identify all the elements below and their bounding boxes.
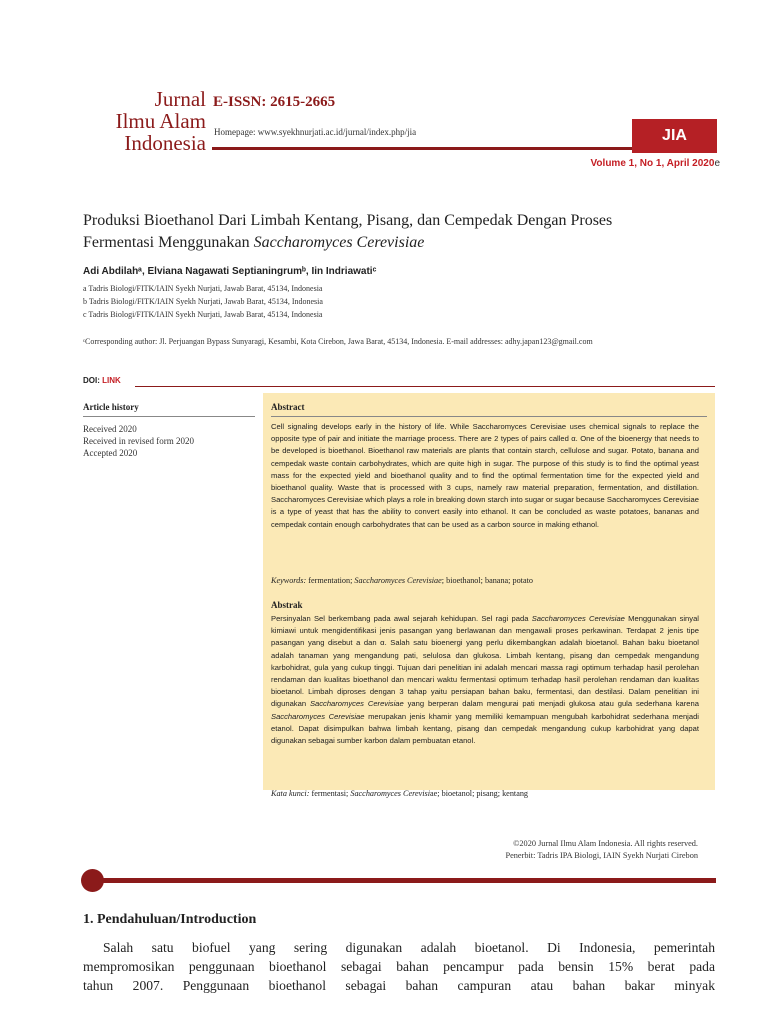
abstrak-heading: Abstrak	[271, 600, 303, 610]
article-history-rule	[83, 416, 255, 417]
abstrak-p2: Menggunakan sinyal kimiawi untuk mengidentifikasi jenis pasangan yang berlawanan dan mengawali proses perkawinan. Terdapat 2 jenis tipe pasangan yang disebut a dan α. Salah satu bioenergi yang perlu dikembangkan adalah bioetanol. Bahan baku bioetanol adalah tanaman yang mengandung pati, selulosa dan glukosa. Limbah kentang, pisang dan cempedak mengandung karbohidrat, gula yang cukup tinggi. Tujuan dari penelitian ini adalah mencari massa ragi optimum terhadap hasil perolehan rendaman dan kualitas bioethanol dan mencari waktu fermentasi optimum terhadap hasil perolehan rendaman dan kualitas bioetanol. Limbah diproses dengan 3 tahap yaitu persiapan bahan baku, fermentasi, dan destilasi. Dalam penelitian ini digunakan	[271, 614, 699, 709]
doi-label: DOI:	[83, 376, 103, 385]
section-heading: 1. Pendahuluan/Introduction	[83, 912, 257, 927]
title-line1: Produksi Bioethanol Dari Limbah Kentang, Pisang, dan Cempedak Dengan Proses	[83, 212, 613, 229]
corresponding-author: ᶜCorresponding author: Jl. Perjuangan Bypass Sunyaragi, Kesambi, Kota Cirebon, Jawa Barat, 45134, Indonesia. E-mail addresses: adhy.japan123@gmail.com	[83, 337, 593, 346]
abstrak-i3: Saccharomyces Cerevisiae	[271, 711, 365, 721]
kata-kunci	[271, 789, 701, 798]
volume-info	[560, 158, 720, 169]
affiliation-b: b Tadris Biologi/FITK/IAIN Syekh Nurjati, Jawab Barat, 45134, Indonesia	[83, 297, 323, 306]
journal-name	[70, 88, 206, 154]
authors: Adi Abdilahᵃ, Elviana Nagawati Septianingrumᵇ, Iin Indriawatiᶜ	[83, 266, 377, 277]
abstrak-i1: Saccharomyces Cerevisiae	[531, 614, 625, 623]
journal-name-line3: Indonesia	[124, 131, 206, 155]
title-line2-italic: Saccharomyces Cerevisiae	[253, 234, 425, 251]
copyright-block	[400, 838, 698, 862]
abstract-rule	[271, 416, 707, 417]
abstrak-p1: Persinyalan Sel berkembang pada awal sejarah kehidupan. Sel ragi pada	[271, 614, 532, 623]
keywords-italic: Saccharomyces Cerevisiae	[354, 576, 442, 585]
abstract-body: Cell signaling develops early in the history of life. While Saccharomyces Cerevisiae uses chemical signals to replace the opposite type of pair and initiate the marriage process. There are 2 types of pairs called α. One of the bioenergy that needs to be developed is bioethanol. Bioethanol raw materials are plants that contain starch, cellulose and sugar. Potato, banana and cempedak waste contain carbohydrates, which are quite high in sugar. The purpose of this study is to find the optimal yeast mass for the expected yield and bioethanol quality and to find the optimal fermentation time for the expected yield and bioethanol quality. Waste that is processed with 3 cups, namely raw material preparation, fermentation, and distillation. Saccharomyces Cerevisiae which plays a role in breaking down starch into sugar or sugar because Saccharomyces Cerevisiae is a type of yeast that has the ability to convert easily into ethanol. It can be concluded as waste potatoes, bananas and cempedak contain enough carbohydrates that can be used as a carbon source in making ethanol.	[271, 422, 699, 529]
doi	[83, 376, 121, 385]
intro-paragraph	[83, 938, 715, 995]
kata-italic: Saccharomyces Cerevisi	[350, 789, 431, 798]
history-received: Received 2020	[83, 424, 137, 434]
article-history-title: Article history	[83, 402, 139, 412]
kata-a: fermentasi;	[311, 789, 351, 798]
journal-name-line1: Jurnal	[154, 87, 206, 111]
keywords-label: Keywords:	[271, 576, 309, 585]
intro-line1: Salah satu biofuel yang sering digunakan adalah bioetanol. Di Indonesia, pemerintah	[103, 940, 715, 955]
publisher-text: Penerbit: Tadris IPA Biologi, IAIN Syekh Nurjati Cirebon	[505, 851, 698, 860]
affiliation-c: c Tadris Biologi/FITK/IAIN Syekh Nurjati, Jawab Barat, 45134, Indonesia	[83, 310, 323, 319]
abstrak-body	[271, 613, 699, 747]
journal-name-line2: Ilmu Alam	[115, 109, 206, 133]
volume-tail: e	[714, 158, 720, 169]
abstrak-p4: merupakan jenis khamir yang memiliki kemampuan mengubah karbohidrat sederhana menjadi etanol. Dapat disimpulkan bahwa limbah kentang, pisang dan cempedak mengandung cukup karbohidrat yang dapat digunakan sebagai sumber karbon dalam pembuatan etanol.	[271, 711, 699, 746]
volume-text: Volume 1, No 1, April 2020	[590, 158, 715, 169]
doi-rule	[135, 386, 715, 387]
abstrak-i2: Saccharomyces Cerevisiae	[309, 699, 404, 709]
title-line2-plain: Fermentasi Menggunakan	[83, 234, 254, 251]
intro-line3: tahun 2007. Penggunaan bioethanol sebagai bahan campuran atau bahan bakar minyak	[83, 978, 715, 993]
abstrak-p3: yang berperan dalam mengurai pati menjadi glukosa atau gula sederhana karena	[403, 699, 699, 709]
keywords	[271, 576, 701, 585]
kata-b: ae; bioetanol; pisang; kentang	[430, 789, 529, 798]
history-accepted: Accepted 2020	[83, 448, 138, 458]
keywords-a: fermentation;	[308, 576, 355, 585]
affiliation-a: a Tadris Biologi/FITK/IAIN Syekh Nurjati, Jawab Barat, 45134, Indonesia	[83, 284, 323, 293]
copyright-text: ©2020 Jurnal Ilmu Alam Indonesia. All rights reserved.	[513, 839, 698, 848]
title-line2	[83, 232, 713, 254]
jia-badge: JIA	[632, 119, 717, 153]
intro-line2: mempromosikan penggunaan bioethanol sebagai bahan pencampur pada bensin 15% berat pada	[83, 959, 715, 974]
homepage-link[interactable]: Homepage: www.syekhnurjati.ac.id/jurnal/index.php/jia	[214, 127, 417, 137]
footer-rule	[92, 878, 716, 883]
footer-dot	[81, 869, 104, 892]
keywords-b: ; bioethanol; banana; potato	[441, 576, 533, 585]
kata-label: Kata kunci:	[271, 789, 312, 798]
history-revised: Received in revised form 2020	[83, 436, 194, 446]
issn: E-ISSN: 2615-2665	[213, 94, 336, 110]
article-title	[83, 210, 713, 254]
header-rule	[212, 147, 632, 150]
doi-link[interactable]: LINK	[102, 376, 121, 385]
abstract-heading: Abstract	[271, 402, 305, 412]
